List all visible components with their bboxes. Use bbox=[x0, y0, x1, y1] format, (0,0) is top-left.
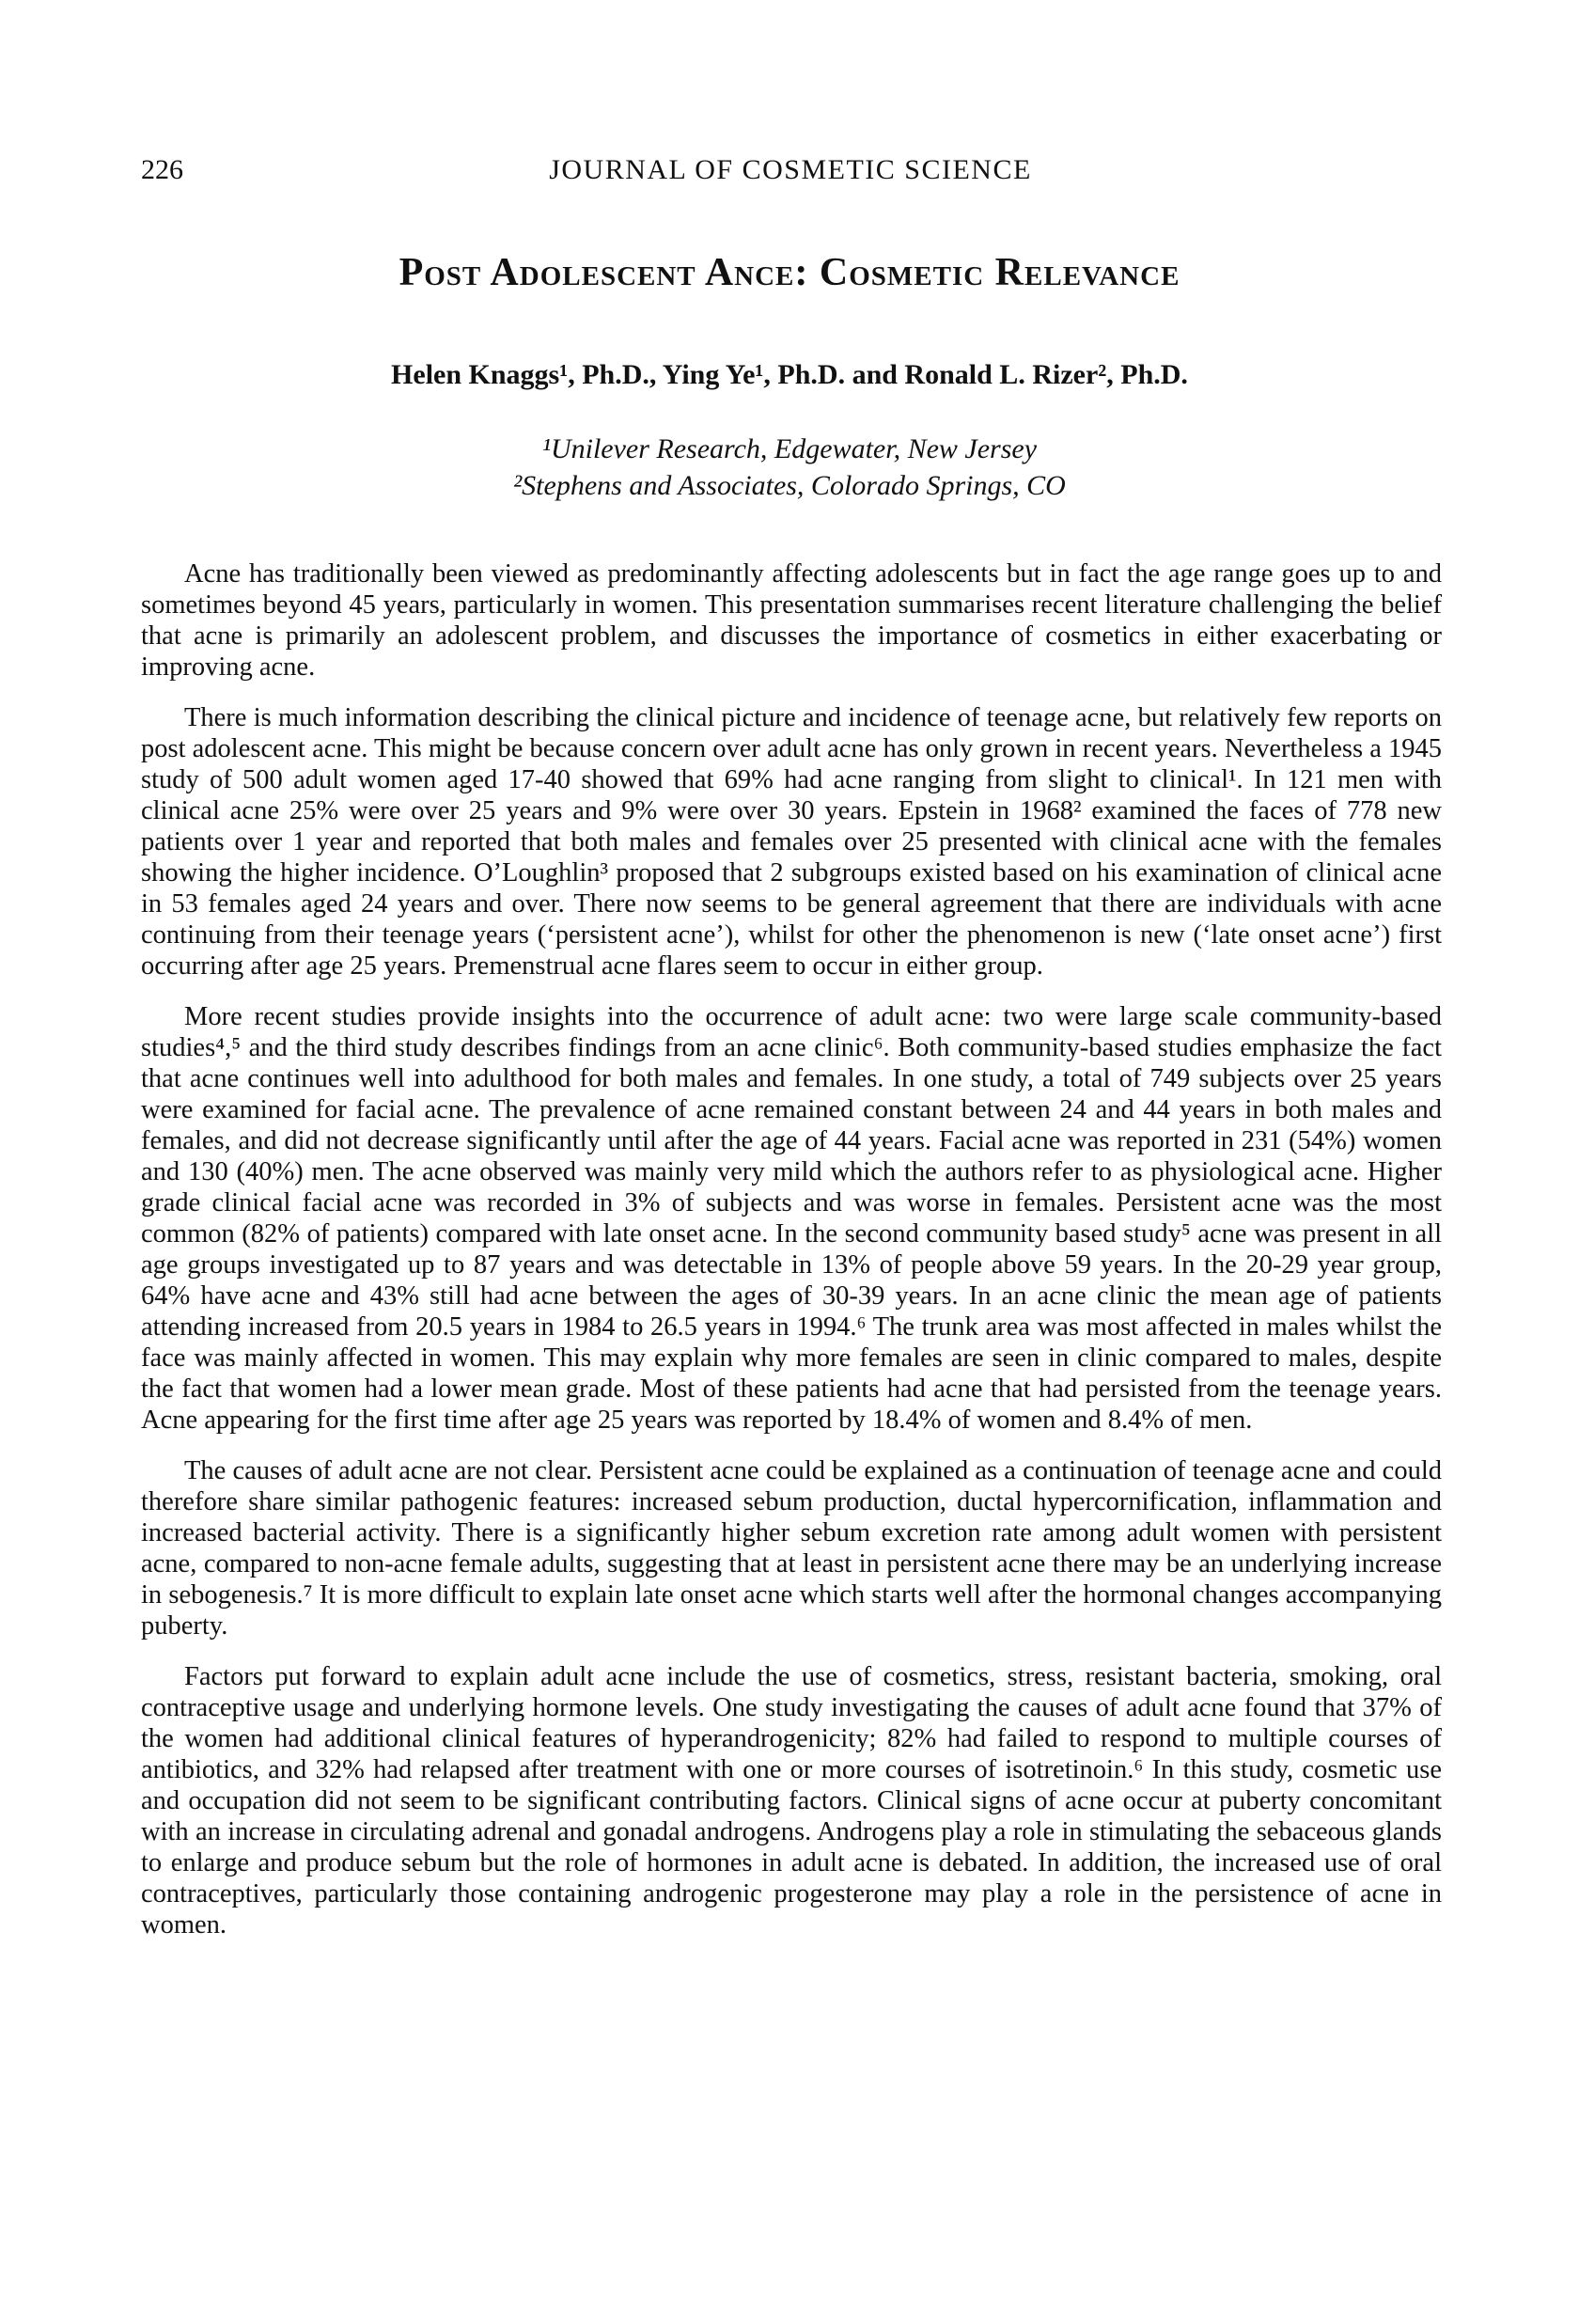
affiliation-line: ¹Unilever Research, Edgewater, New Jersey bbox=[541, 433, 1038, 464]
affiliation-line: ²Stephens and Associates, Colorado Springs, CO bbox=[513, 470, 1066, 501]
authors-line: Helen Knaggs¹, Ph.D., Ying Ye¹, Ph.D. and Ronald L. Rizer², Ph.D. bbox=[391, 359, 1188, 390]
body-paragraph: The causes of adult acne are not clear. Persistent acne could be explained as a continuation of teenage acne and could therefore share similar pathogenic features: increased sebum production, ductal hypercornification, inflammation and increased bacterial activity. There is a significantly higher sebum excretion rate among adult women with persistent acne, compared to non-acne female adults, suggesting that at least in persistent acne there may be an underlying increase in sebogenesis.⁷ It is more difficult to explain late onset acne which starts well after the hormonal changes accompanying puberty. bbox=[141, 1456, 1442, 1641]
page-number: 226 bbox=[141, 154, 183, 185]
article-body bbox=[141, 558, 1442, 1960]
article-title: Post Adolescent Ance: Cosmetic Relevance bbox=[399, 251, 1180, 294]
affiliations-block bbox=[0, 431, 1579, 504]
abstract-paragraph: Acne has traditionally been viewed as predominantly affecting adolescents but in fact the age range goes up to and sometimes beyond 45 years, particularly in women. This presentation summarises recent literature challenging the belief that acne is primarily an adolescent problem, and discusses the importance of cosmetics in either exacerbating or improving acne. bbox=[141, 559, 1442, 682]
page-header bbox=[141, 154, 1440, 186]
body-paragraph: Factors put forward to explain adult acne include the use of cosmetics, stress, resistant bacteria, smoking, oral contraceptive usage and underlying hormone levels. One study investigating the causes of adult acne found that 37% of the women had additional clinical features of hyperandrogenicity; 82% had failed to respond to multiple courses of antibiotics, and 32% had relapsed after treatment with one or more courses of isotretinoin.⁶ In this study, cosmetic use and occupation did not seem to be significant contributing factors. Clinical signs of acne occur at puberty concomitant with an increase in circulating adrenal and gonadal androgens. Androgens play a role in stimulating the sebaceous glands to enlarge and produce sebum but the role of hormones in adult acne is debated. In addition, the increased use of oral contraceptives, particularly those containing androgenic progesterone may play a role in the persistence of acne in women. bbox=[141, 1662, 1442, 1939]
journal-header: JOURNAL OF COSMETIC SCIENCE bbox=[549, 154, 1032, 185]
body-paragraph: There is much information describing the clinical picture and incidence of teenage acne, but relatively few reports on post adolescent acne. This might be because concern over adult acne has only grown in recent years. Nevertheless a 1945 study of 500 adult women aged 17-40 showed that 69% had acne ranging from slight to clinical¹. In 121 men with clinical acne 25% were over 25 years and 9% were over 30 years. Epstein in 1968² examined the faces of 778 new patients over 1 year and reported that both males and females over 25 presented with clinical acne with the females showing the higher incidence. O’Loughlin³ proposed that 2 subgroups existed based on his examination of clinical acne in 53 females aged 24 years and over. There now seems to be general agreement that there are individuals with acne continuing from their teenage years (‘persistent acne’), whilst for other the phenomenon is new (‘late onset acne’) first occurring after age 25 years. Premenstrual acne flares seem to occur in either group. bbox=[141, 703, 1442, 981]
body-paragraph: More recent studies provide insights into the occurrence of adult acne: two were large scale community-based studies⁴,⁵ and the third study describes findings from an acne clinic⁶. Both community-based studies emphasize the fact that acne continues well into adulthood for both males and females. In one study, a total of 749 subjects over 25 years were examined for facial acne. The prevalence of acne remained constant between 24 and 44 years in both males and females, and did not decrease significantly until after the age of 44 years. Facial acne was reported in 231 (54%) women and 130 (40%) men. The acne observed was mainly very mild which the authors refer to as physiological acne. Higher grade clinical facial acne was recorded in 3% of subjects and was worse in females. Persistent acne was the most common (82% of patients) compared with late onset acne. In the second community based study⁵ acne was present in all age groups investigated up to 87 years and was detectable in 13% of people above 59 years. In the 20-29 year group, 64% have acne and 43% still had acne between the ages of 30-39 years. In an acne clinic the mean age of patients attending increased from 20.5 years in 1984 to 26.5 years in 1994.⁶ The trunk area was most affected in males whilst the face was mainly affected in women. This may explain why more females are seen in clinic compared to males, despite the fact that women had a lower mean grade. Most of these patients had acne that had persisted from the teenage years. Acne appearing for the first time after age 25 years was reported by 18.4% of women and 8.4% of men. bbox=[141, 1002, 1442, 1435]
